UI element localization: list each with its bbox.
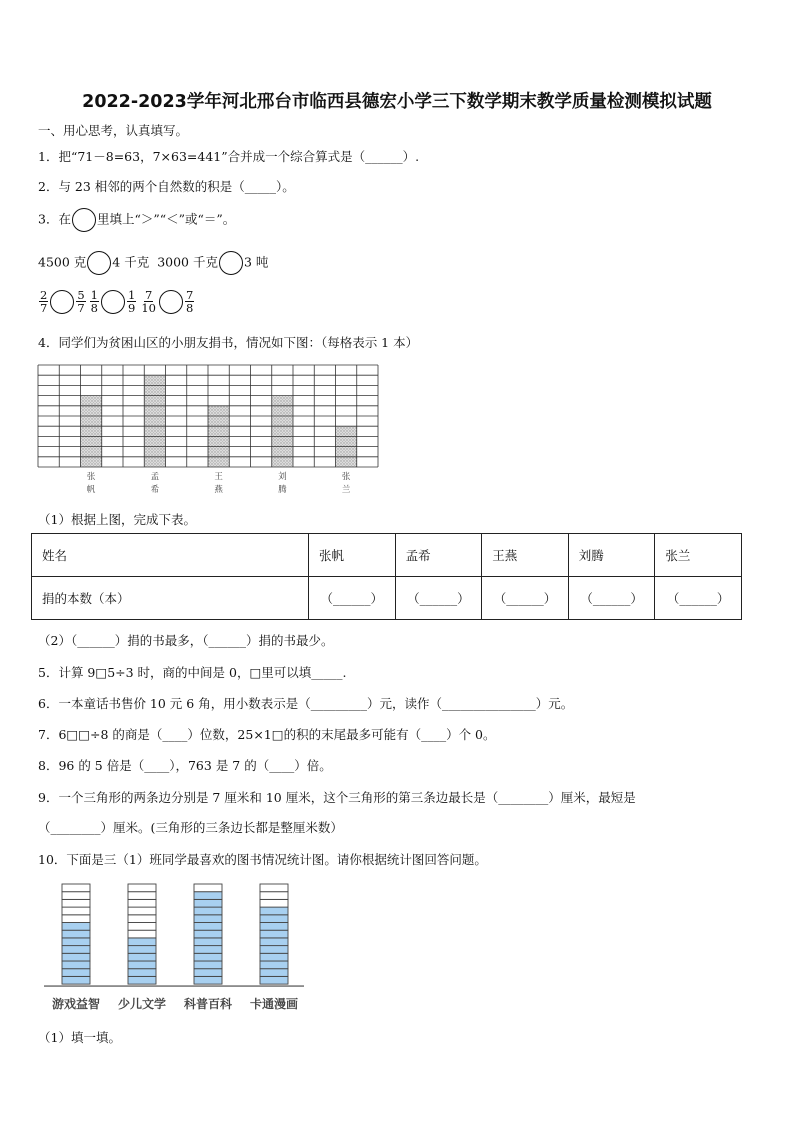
bar-cell-empty [128, 892, 156, 900]
question-8: 8．96 的 5 倍是（____），763 是 7 的（____）倍。 [38, 758, 332, 773]
table-header-cell: 张兰 [655, 534, 742, 577]
x-tick-label: 卡通漫画 [249, 997, 299, 1012]
table-header-cell: 孟希 [395, 534, 482, 577]
fraction: $\frac{7}{10}$ [141, 288, 156, 315]
bar-cell-filled [62, 961, 90, 969]
bar-cell-filled [194, 915, 222, 923]
fraction: $\frac{7}{8}$ [185, 288, 194, 315]
answer-circle[interactable] [101, 290, 125, 314]
bar-cell-filled [194, 976, 222, 984]
favorite-books-chart [40, 880, 320, 1015]
bar-cell-filled [62, 923, 90, 931]
bar-cell-filled [260, 969, 288, 977]
bar-cell-filled [260, 915, 288, 923]
bar-cell-filled [128, 976, 156, 984]
bar-cell-filled [62, 946, 90, 954]
fraction: $\frac{1}{9}$ [127, 288, 136, 315]
bar-刘腾 [272, 396, 293, 467]
bar-cell-empty [62, 892, 90, 900]
answer-circle[interactable] [219, 251, 243, 275]
x-tick-label: 张 [86, 472, 96, 482]
bar-cell-filled [260, 923, 288, 931]
x-tick-label: 兰 [341, 485, 351, 495]
table-header-cell: 姓名 [32, 534, 309, 577]
bar-cell-empty [128, 899, 156, 907]
bar-cell-filled [260, 953, 288, 961]
bar-cell-filled [194, 899, 222, 907]
x-tick-label: 帆 [86, 485, 96, 495]
bar-cell-empty [128, 930, 156, 938]
bar-cell-filled [260, 976, 288, 984]
bar-cell-filled [128, 953, 156, 961]
table-header-cell: 刘腾 [568, 534, 655, 577]
question-3 [38, 208, 235, 232]
bar-cell-empty [62, 884, 90, 892]
bar-cell-empty [128, 907, 156, 915]
bar-cell-filled [194, 907, 222, 915]
question-5: 5．计算 9□5÷3 时，商的中间是 0，□里可以填_____. [38, 665, 347, 680]
bar-张帆 [81, 396, 102, 467]
bar-cell-filled [194, 953, 222, 961]
table-header-cell: 张帆 [309, 534, 396, 577]
question-3-row-1 [38, 251, 268, 275]
page-title: 2022-2023学年河北邢台市临西县德宏小学三下数学期末教学质量检测模拟试题 [82, 92, 712, 112]
bar-cell-filled [128, 946, 156, 954]
x-tick-label: 张 [341, 472, 351, 482]
table-header-row [32, 534, 742, 577]
table-header-cell: 王燕 [482, 534, 569, 577]
compare-left-1: 4500 克 [38, 254, 87, 270]
question-2: 2．与 23 相邻的两个自然数的积是（_____）。 [38, 179, 295, 194]
bar-cell-filled [260, 930, 288, 938]
bar-cell-empty [62, 907, 90, 915]
question-4-part-1: （1）根据上图，完成下表。 [38, 512, 196, 527]
question-3-fraction-row [38, 289, 195, 314]
answer-circle[interactable] [50, 290, 74, 314]
donation-bar-chart [37, 364, 382, 499]
question-4-part-2: （2）（______）捐的书最多，（______）捐的书最少。 [38, 633, 334, 648]
bar-cell-empty [194, 884, 222, 892]
bar-cell-filled [128, 961, 156, 969]
x-tick-label: 王 [214, 472, 223, 482]
fraction: $\frac{5}{7}$ [77, 288, 85, 315]
x-tick-label: 孟 [150, 472, 160, 482]
table-row-label: 捐的本数（本） [32, 577, 309, 620]
question-9-line-2: （________）厘米。(三角形的三条边长都是整厘米数） [38, 820, 343, 835]
bar-cell-filled [194, 930, 222, 938]
question-6: 6．一本童话书售价 10 元 6 角，用小数表示是（_________）元，读作（_______________）元。 [38, 696, 574, 711]
table-answer-cell[interactable]: （______） [395, 577, 482, 620]
bar-cell-filled [194, 892, 222, 900]
table-answer-cell[interactable]: （______） [482, 577, 569, 620]
answer-circle[interactable] [159, 290, 183, 314]
fraction: $\frac{1}{8}$ [90, 288, 98, 315]
x-tick-label: 腾 [278, 485, 287, 495]
bar-cell-filled [194, 961, 222, 969]
question-3-suffix: 里填上“＞”“＜”或“＝”。 [96, 211, 236, 227]
compare-right-2: 3 吨 [243, 254, 269, 270]
bar-cell-filled [62, 969, 90, 977]
bar-cell-filled [62, 938, 90, 946]
bar-cell-filled [260, 907, 288, 915]
question-4: 4．同学们为贫困山区的小朋友捐书，情况如下图：（每格表示 1 本） [38, 335, 419, 350]
table-answer-cell[interactable]: （______） [655, 577, 742, 620]
bar-cell-empty [260, 892, 288, 900]
donation-table [31, 533, 742, 620]
table-row [32, 577, 742, 620]
bar-cell-empty [260, 884, 288, 892]
x-tick-label: 游戏益智 [51, 997, 101, 1012]
answer-circle[interactable] [87, 251, 111, 275]
bar-cell-empty [128, 923, 156, 931]
x-tick-label: 科普百科 [183, 997, 233, 1012]
table-answer-cell[interactable]: （______） [309, 577, 396, 620]
question-10-part-1: （1）填一填。 [38, 1030, 121, 1045]
compare-left-2: 3000 千克 [157, 254, 218, 270]
bar-cell-empty [62, 915, 90, 923]
bar-cell-filled [194, 938, 222, 946]
answer-circle[interactable] [72, 208, 96, 232]
bar-cell-filled [194, 946, 222, 954]
bar-cell-filled [62, 953, 90, 961]
x-tick-label: 燕 [214, 485, 223, 495]
table-answer-cell[interactable]: （______） [568, 577, 655, 620]
bar-cell-filled [62, 976, 90, 984]
bar-cell-filled [194, 969, 222, 977]
bar-cell-empty [128, 915, 156, 923]
question-1: 1．把“71－8=63，7×63=441”合并成一个综合算式是（______）. [38, 149, 420, 164]
question-7: 7．6□□÷8 的商是（____）位数，25×1□的积的末尾最多可能有（____）个 0。 [38, 727, 496, 742]
question-3-prefix: 3．在 [38, 211, 71, 227]
bar-cell-empty [62, 899, 90, 907]
bar-cell-empty [260, 899, 288, 907]
bar-cell-filled [62, 930, 90, 938]
compare-right-1: 4 千克 [112, 254, 150, 270]
bar-cell-filled [128, 938, 156, 946]
x-tick-label: 少儿文学 [117, 997, 167, 1012]
question-9-line-1: 9．一个三角形的两条边分别是 7 厘米和 10 厘米，这个三角形的第三条边最长是（________）厘米，最短是 [38, 790, 636, 805]
bar-cell-filled [128, 969, 156, 977]
bar-cell-filled [194, 923, 222, 931]
bar-孟希 [144, 375, 165, 467]
bar-cell-filled [260, 946, 288, 954]
section-heading: 一、用心思考，认真填写。 [38, 123, 189, 138]
bar-cell-filled [260, 961, 288, 969]
question-10: 10．下面是三（1）班同学最喜欢的图书情况统计图。请你根据统计图回答问题。 [38, 852, 487, 867]
bar-cell-empty [128, 884, 156, 892]
fraction: $\frac{2}{7}$ [40, 288, 48, 315]
x-tick-label: 刘 [278, 472, 287, 482]
bar-cell-filled [260, 938, 288, 946]
x-tick-label: 希 [150, 485, 160, 495]
